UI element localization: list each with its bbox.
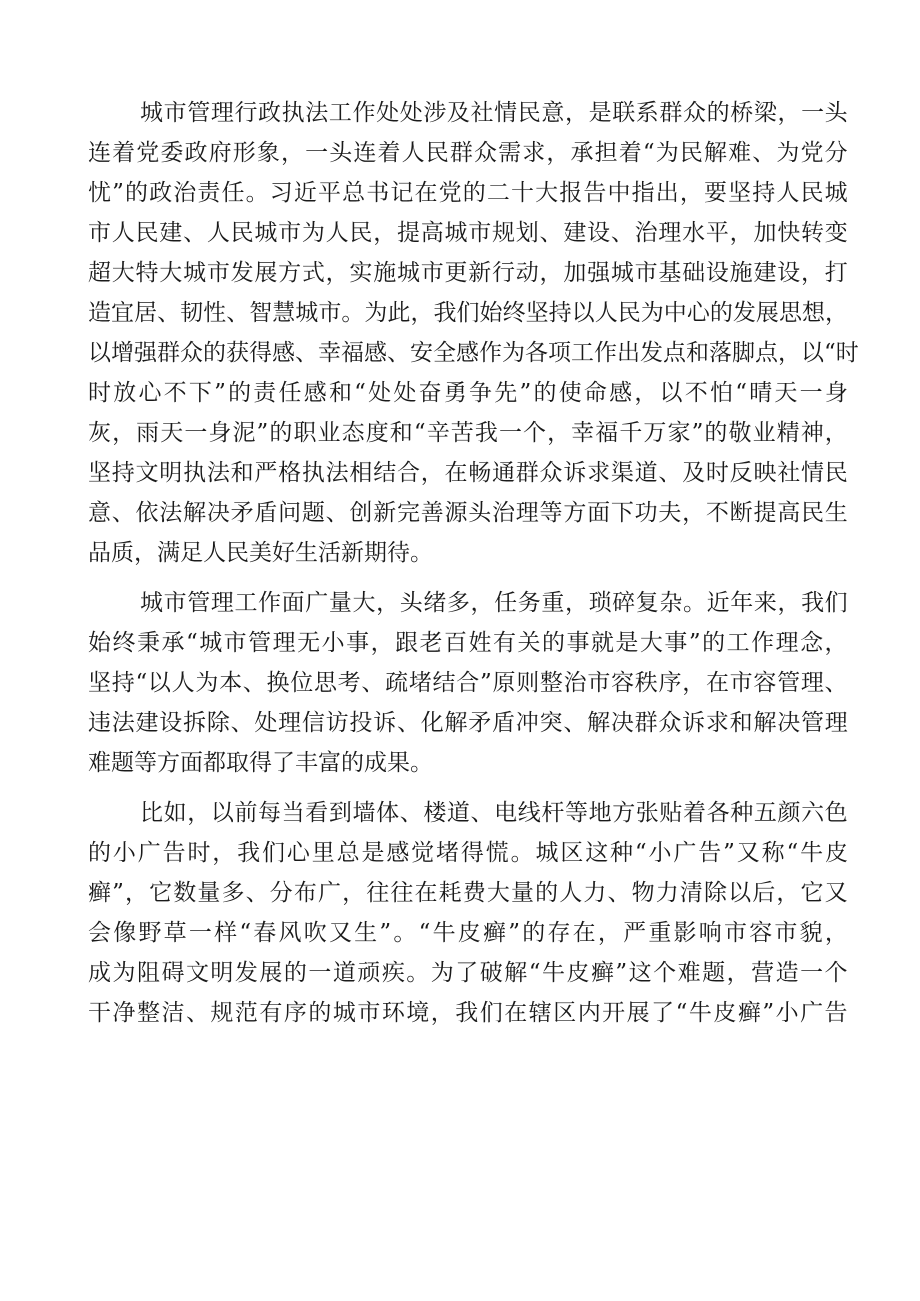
paragraph-1-line-10: 坚 持 文 明 执 法 和 严 格 执 法 相 结 合 ， 在 畅 通 群 众 诉 求 渠 道 、 及 时 反 映 社 情 民 [88, 460, 848, 486]
paragraph-1-line-4: 市 人 民 建 、 人 民 城 市 为 人 民 ， 提 高 城 市 规 划 、 建 设 、 治 理 水 平 ， 加 快 转 变 [88, 220, 848, 246]
paragraph-1-line-12: 品质，满足人民美好生活新期待。 [88, 540, 433, 566]
paragraph-2-line-5: 难题等方面都取得了丰富的成果。 [88, 750, 433, 776]
paragraph-1-line-8: 时 放 心 不 下 ” 的 责 任 感 和 “ 处 处 奋 勇 争 先 ” 的 使 命 感 ， 以 不 怕 “ 晴 天 一 身 [88, 380, 848, 406]
paragraph-1-line-6: 造 宜 居 、 韧 性 、 智 慧 城 市 。 为 此 ， 我 们 始 终 坚 持 以 人 民 为 中 心 的 发 展 思 想 ， [88, 300, 848, 326]
paragraph-1-line-2: 连 着 党 委 政 府 形 象 ， 一 头 连 着 人 民 群 众 需 求 ， 承 担 着 “ 为 民 解 难 、 为 党 分 [88, 140, 848, 166]
paragraph-1-line-3: 忧 ” 的 政 治 责 任 。 习 近 平 总 书 记 在 党 的 二 十 大 报 告 中 指 出 ， 要 坚 持 人 民 城 [88, 180, 848, 206]
paragraph-2-line-4: 违 法 建 设 拆 除 、 处 理 信 访 投 诉 、 化 解 矛 盾 冲 突 、 解 决 群 众 诉 求 和 解 决 管 理 [88, 710, 848, 736]
paragraph-3-line-2: 的 小 广 告 时 ， 我 们 心 里 总 是 感 觉 堵 得 慌 。 城 区 这 种 “ 小 广 告 ” 又 称 “ 牛 皮 [88, 840, 848, 866]
paragraph-1-line-9: 灰 ， 雨 天 一 身 泥 ” 的 职 业 态 度 和 “ 辛 苦 我 一 个 ， 幸 福 千 万 家 ” 的 敬 业 精 神 ， [88, 420, 848, 446]
paragraph-3-line-6: 干 净 整 洁 、 规 范 有 序 的 城 市 环 境 ， 我 们 在 辖 区 内 开 展 了 “ 牛 皮 癣 ” 小 广 告 [88, 1000, 848, 1026]
paragraph-3-line-4: 会 像 野 草 一 样 “ 春 风 吹 又 生 ” 。 “ 牛 皮 癣 ” 的 存 在 ， 严 重 影 响 市 容 市 貌 ， [88, 920, 848, 946]
paragraph-2-line-3: 坚 持 “ 以 人 为 本 、 换 位 思 考 、 疏 堵 结 合 ” 原 则 整 治 市 容 秩 序 ， 在 市 容 管 理 、 [88, 670, 848, 696]
paragraph-2-line-1: 城 市 管 理 工 作 面 广 量 大 ， 头 绪 多 ， 任 务 重 ， 琐 碎 复 杂 。 近 年 来 ， 我 们 [140, 590, 848, 616]
paragraph-1-line-11: 意 、 依 法 解 决 矛 盾 问 题 、 创 新 完 善 源 头 治 理 等 方 面 下 功 夫 ， 不 断 提 高 民 生 [88, 500, 848, 526]
paragraph-2-line-2: 始 终 秉 承 “ 城 市 管 理 无 小 事 ， 跟 老 百 姓 有 关 的 事 就 是 大 事 ” 的 工 作 理 念 ， [88, 630, 848, 656]
paragraph-3-line-5: 成 为 阻 碍 文 明 发 展 的 一 道 顽 疾 。 为 了 破 解 “ 牛 皮 癣 ” 这 个 难 题 ， 营 造 一 个 [88, 960, 848, 986]
paragraph-3-line-1: 比 如 ， 以 前 每 当 看 到 墙 体 、 楼 道 、 电 线 杆 等 地 方 张 贴 着 各 种 五 颜 六 色 [140, 800, 848, 826]
paragraph-1-line-7: 以 增 强 群 众 的 获 得 感 、 幸 福 感 、 安 全 感 作 为 各 项 工 作 出 发 点 和 落 脚 点 ， 以 “ 时 [88, 340, 859, 366]
paragraph-3-line-3: 癣 ” ， 它 数 量 多 、 分 布 广 ， 往 往 在 耗 费 大 量 的 人 力 、 物 力 清 除 以 后 ， 它 又 [88, 880, 848, 906]
paragraph-1-line-1: 城 市 管 理 行 政 执 法 工 作 处 处 涉 及 社 情 民 意 ， 是 联 系 群 众 的 桥 梁 ， 一 头 [140, 100, 848, 126]
paragraph-1-line-5: 超 大 特 大 城 市 发 展 方 式 ， 实 施 城 市 更 新 行 动 ， 加 强 城 市 基 础 设 施 建 设 ， 打 [88, 260, 848, 286]
